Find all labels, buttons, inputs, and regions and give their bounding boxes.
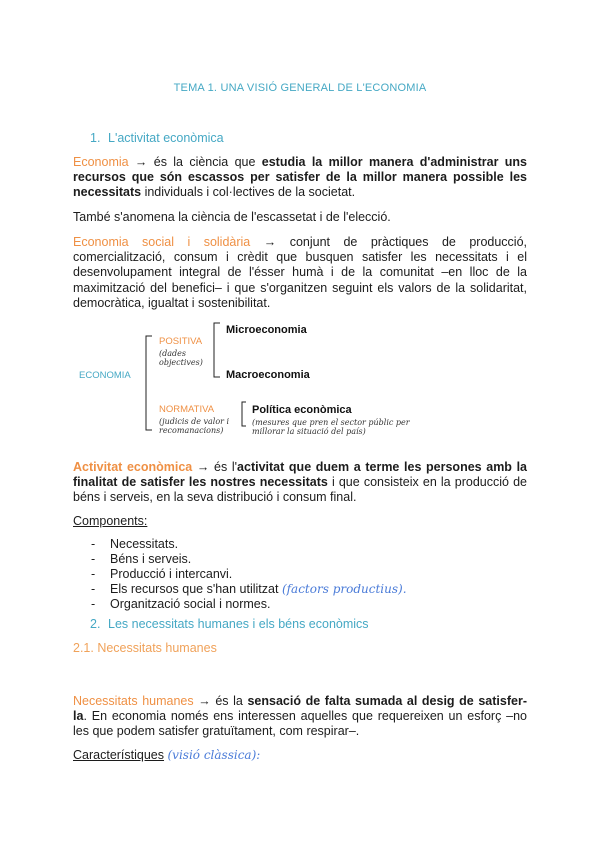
diagram-politica: Política econòmica [252,404,352,416]
section-number: 2. [90,617,101,631]
term-economia-social: Economia social i solidària [73,235,251,249]
section-1-heading [90,131,224,145]
list-item: - Béns i serveis. [91,552,407,567]
diagram-normativa: NORMATIVA [159,404,215,415]
document-title: TEMA 1. UNA VISIÓ GENERAL DE L'ECONOMIA [173,82,427,94]
subsection-2-1-heading: 2.1. Necessitats humanes [73,641,217,655]
definition-necessitats: Necessitats humanes → és la sensació de falta sumada al desig de satisfer-la. En economia només ens interessen aquelles que requereixen un esforç –no les que podem satisfer gratuïtament, com respirar–. [73,694,527,739]
caracteristiques-heading: Característiques (visió clàssica): [73,748,261,762]
components-list [91,537,407,612]
handwritten-note: (factors productius). [281,582,407,596]
diagram-normativa-note: (judicis de valor i recomanacions) [159,417,230,435]
term-necessitats: Necessitats humanes [73,694,194,708]
paragraph-also: També s'anomena la ciència de l'escassetat i de l'elecció. [73,210,391,224]
economia-diagram [70,318,470,448]
section-number: 1. [90,131,101,145]
section-title: Les necessitats humanes i els béns econòmics [108,617,369,631]
term-economia: Economia [73,155,129,169]
list-item: - Necessitats. [91,537,407,552]
term-activitat: Activitat econòmica [73,460,193,474]
definition-economia: Economia → és la ciència que estudia la millor manera d'administrar uns recursos que són escassos per satisfer de la millor manera possible les necessitats individuals i col·lectives de la societat. [73,155,527,200]
diagram-positiva: POSITIVA [159,336,203,347]
list-item: - Els recursos que s'han utilitzat (factors productius). [91,582,407,597]
definition-economia-social: Economia social i solidària → conjunt de pràctiques de producció, comercialització, consum i crèdit que busquen satisfer les necessitats i el desenvolupament integral de l'ésser humà i de la comunitat –en lloc de la maximització del benefici– i que s'organitzen seguint els valors de la solidaritat, democràtica, igualtat i sostenibilitat. [73,235,527,310]
section-2-heading [90,617,369,631]
components-heading: Components: [73,514,148,528]
diagram-politica-note: (mesures que pren el sector públic per millorar la situació del país) [252,418,410,436]
list-item: - Organització social i normes. [91,597,407,612]
list-item: - Producció i intercanvi. [91,567,407,582]
section-title: L'activitat econòmica [108,131,224,145]
diagram-positiva-note: (dades objectives) [159,349,203,367]
diagram-micro: Microeconomia [226,324,307,336]
diagram-root: ECONOMIA [79,370,131,381]
definition-activitat: Activitat econòmica → és l'activitat que duem a terme les persones amb la finalitat de satisfer les nostres necessitats i que consisteix en la producció de béns i serveis, en la seva distribució i consum final. [73,460,528,505]
diagram-macro: Macroeconomia [226,369,310,381]
handwritten-note: (visió clàssica): [167,748,261,762]
